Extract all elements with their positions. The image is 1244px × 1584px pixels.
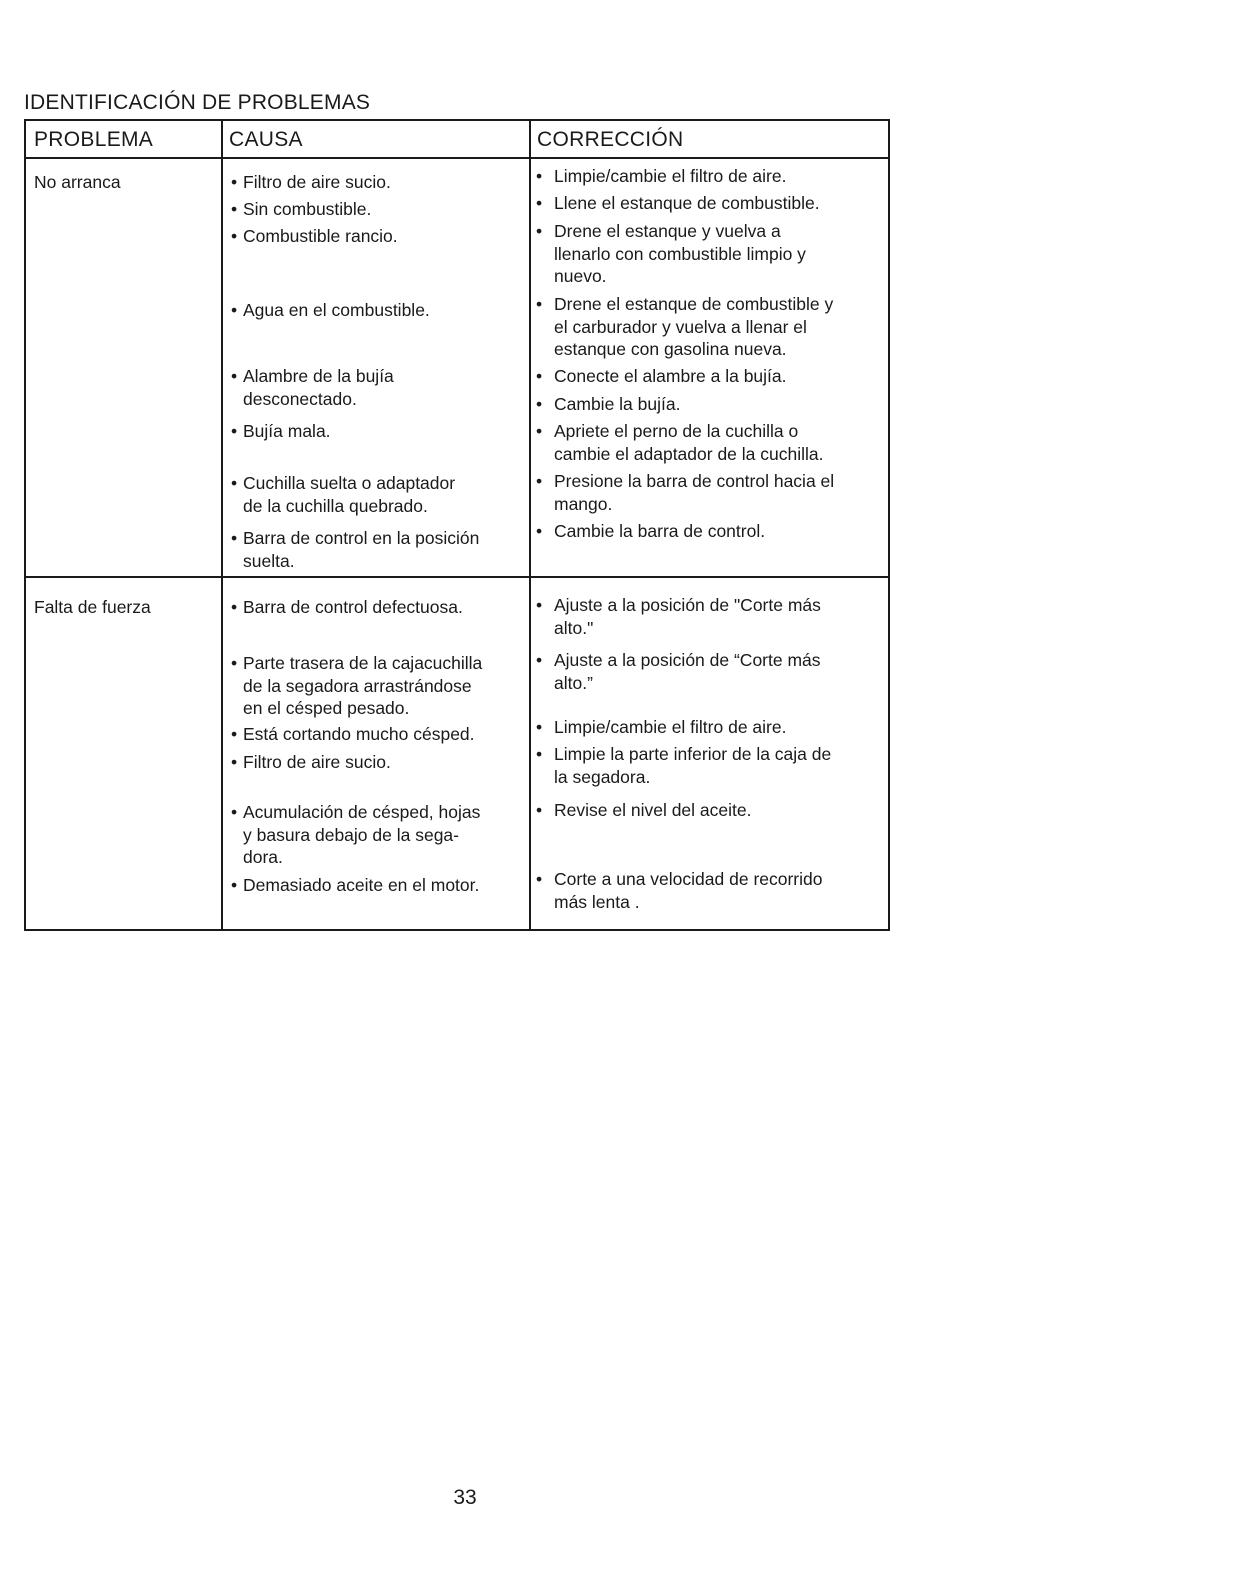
troubleshooting-table [24, 119, 890, 931]
causa-item: • Está cortando mucho césped. [231, 724, 475, 744]
correccion-item: • Cambie la bujía. [536, 394, 681, 414]
causa-item: • Barra de control defectuosa. [231, 597, 463, 617]
bullet-icon: • [231, 172, 238, 192]
causa-item: • Filtro de aire sucio. [231, 172, 391, 192]
causa-item: • Acumulación de césped, hojas y basura debajo de la sega- dora. [231, 802, 481, 867]
correccion-item: • Drene el estanque de combustible y el carburador y vuelva a llenar el estanque con gasolina nueva. [536, 294, 834, 359]
correccion-item: • Presione la barra de control hacia el mango. [536, 471, 835, 514]
bullet-icon: • [536, 800, 543, 820]
column-divider [529, 121, 531, 929]
bullet-icon: • [231, 421, 238, 441]
correccion-item: • Drene el estanque y vuelva a llenarlo con combustible limpio y nuevo. [536, 221, 806, 286]
correccion-item: • Revise el nivel del aceite. [536, 800, 752, 820]
bullet-icon: • [536, 717, 543, 737]
bullet-icon: • [536, 521, 543, 541]
bullet-icon: • [536, 394, 543, 414]
causa-item: • Agua en el combustible. [231, 300, 430, 320]
correccion-item: • Limpie/cambie el filtro de aire. [536, 166, 787, 186]
correccion-item: • Cambie la barra de control. [536, 521, 766, 541]
correccion-item: • Apriete el perno de la cuchilla o cambie el adaptador de la cuchilla. [536, 421, 824, 464]
correccion-item: • Ajuste a la posición de "Corte más alto." [536, 595, 821, 638]
correccion-item: • Llene el estanque de combustible. [536, 193, 820, 213]
bullet-icon: • [231, 724, 238, 744]
bullet-icon: • [536, 421, 543, 441]
bullet-icon: • [231, 199, 238, 219]
causa-item: • Barra de control en la posición suelta. [231, 528, 480, 571]
column-divider [221, 121, 223, 929]
correccion-item: • Corte a una velocidad de recorrido más lenta . [536, 869, 823, 912]
problem-no-arranca: No arranca [34, 172, 121, 192]
causa-item: • Demasiado aceite en el motor. [231, 875, 480, 895]
bullet-icon: • [231, 597, 238, 617]
header-divider [26, 157, 888, 159]
bullet-icon: • [536, 193, 543, 213]
correccion-item: • Limpie/cambie el filtro de aire. [536, 717, 787, 737]
correccion-item: • Limpie la parte inferior de la caja de la segadora. [536, 744, 832, 787]
correccion-item: • Conecte el alambre a la bujía. [536, 366, 787, 386]
header-causa: CAUSA [229, 128, 303, 151]
bullet-icon: • [536, 221, 543, 241]
causa-item: • Filtro de aire sucio. [231, 752, 391, 772]
causa-item: • Bujía mala. [231, 421, 331, 441]
causa-item: • Combustible rancio. [231, 226, 398, 246]
bullet-icon: • [536, 869, 543, 889]
causa-item: • Cuchilla suelta o adaptador de la cuchilla quebrado. [231, 473, 456, 516]
header-correccion: CORRECCIÓN [537, 128, 684, 151]
bullet-icon: • [231, 528, 238, 548]
bullet-icon: • [231, 752, 238, 772]
bullet-icon: • [231, 802, 238, 822]
bullet-icon: • [231, 226, 238, 246]
bullet-icon: • [231, 300, 238, 320]
causa-item: • Alambre de la bujía desconectado. [231, 366, 394, 409]
bullet-icon: • [231, 653, 238, 673]
problem-falta-de-fuerza: Falta de fuerza [34, 597, 151, 617]
bullet-icon: • [536, 650, 543, 670]
bullet-icon: • [536, 744, 543, 764]
bullet-icon: • [231, 473, 238, 493]
causa-item: • Sin combustible. [231, 199, 372, 219]
bullet-icon: • [231, 366, 238, 386]
bullet-icon: • [536, 595, 543, 615]
row-divider [26, 576, 888, 578]
bullet-icon: • [536, 166, 543, 186]
bullet-icon: • [231, 875, 238, 895]
bullet-icon: • [536, 471, 543, 491]
correccion-item: • Ajuste a la posición de “Corte más alto.” [536, 650, 821, 693]
bullet-icon: • [536, 294, 543, 314]
causa-item: • Parte trasera de la cajacuchilla de la segadora arrastrándose en el césped pesado. [231, 653, 483, 718]
page-number: 33 [453, 1486, 477, 1509]
bullet-icon: • [536, 366, 543, 386]
page-title: IDENTIFICACIÓN DE PROBLEMAS [24, 91, 371, 114]
header-problema: PROBLEMA [34, 128, 154, 151]
